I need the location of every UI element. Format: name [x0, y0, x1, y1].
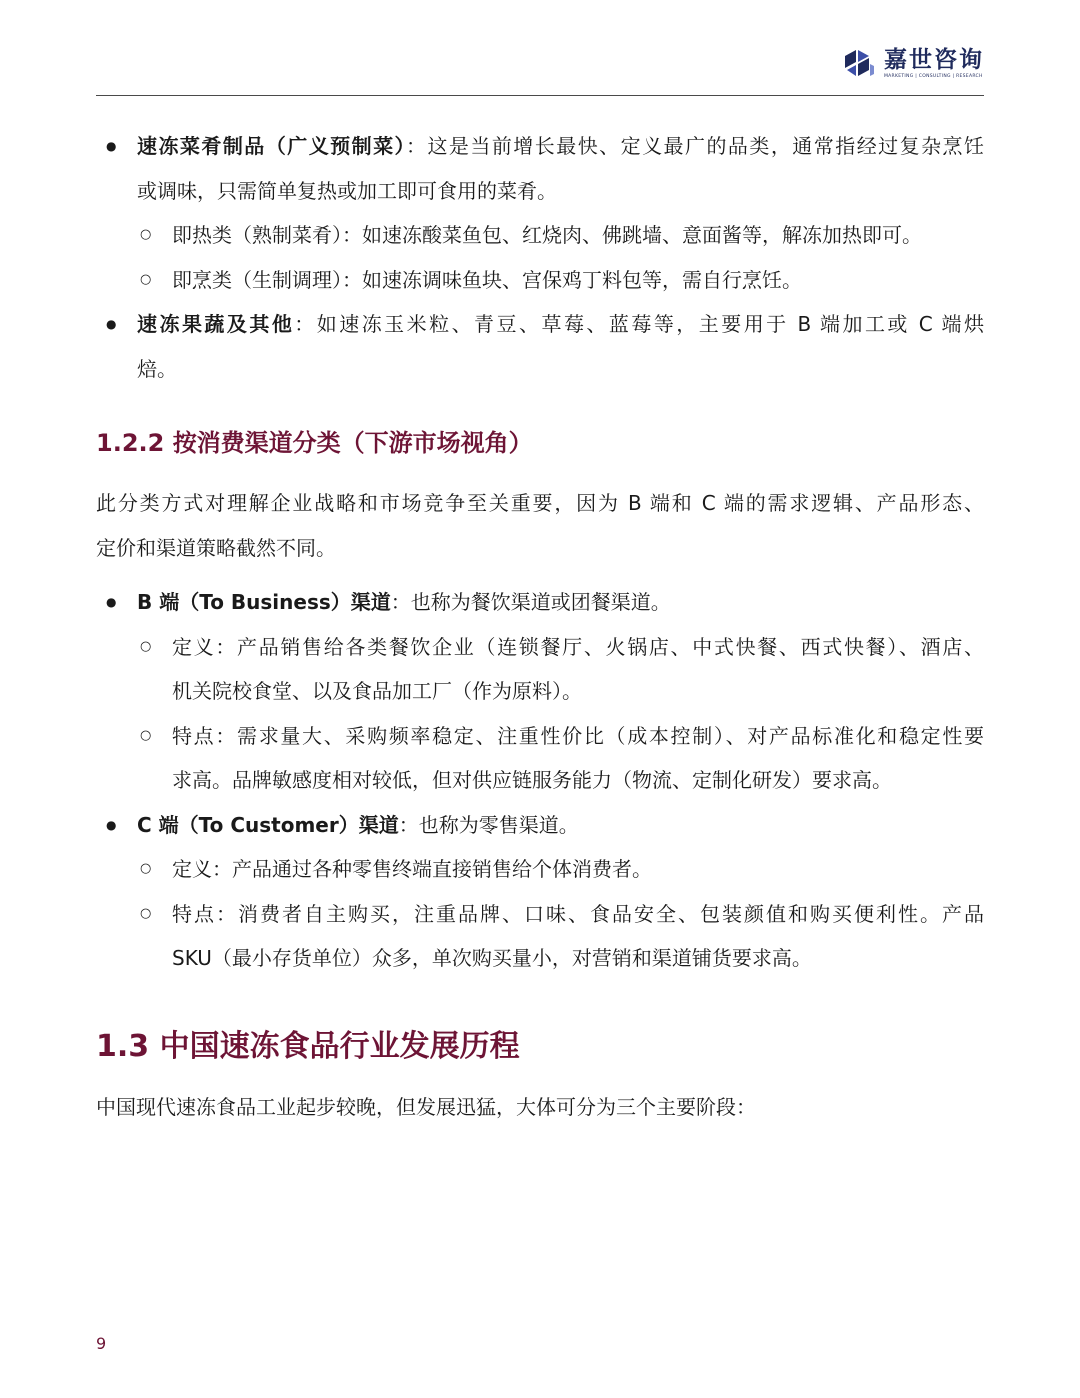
item-text: ：这是当前增长最快、定义最广的品类，通常指经过复杂烹饪 — [406, 134, 984, 158]
list-item — [96, 124, 984, 169]
item-title: C 端（To Customer）渠道 — [137, 812, 399, 837]
list-item-continuation: 或调味，只需简单复热或加工即可食用的菜肴。 — [137, 178, 557, 203]
hollow-bullet-icon: ○ — [140, 727, 152, 743]
bullet-icon: ● — [106, 139, 117, 153]
hollow-bullet-icon: ○ — [140, 861, 152, 876]
hollow-bullet-icon: ○ — [140, 905, 152, 921]
bullet-icon: ● — [106, 817, 117, 832]
sub-item-text: 即热类（熟制菜肴）：如速冻酸菜鱼包、红烧肉、佛跳墙、意面酱等，解冻加热即可。 — [172, 223, 922, 247]
sub-item-text: 特点：需求量大、采购频率稳定、注重性价比（成本控制）、对产品标准化和稳定性要 — [172, 723, 984, 748]
sub-item-text: 定义：产品销售给各类餐饮企业（连锁餐厅、火锅店、中式快餐、西式快餐）、酒店、 — [172, 634, 984, 659]
section-heading-1-3: 1.3 中国速冻食品行业发展历程 — [96, 1028, 520, 1064]
hollow-bullet-icon: ○ — [140, 227, 152, 242]
item-title: 速冻果蔬及其他 — [137, 312, 295, 336]
bullet-icon: ● — [106, 595, 117, 609]
list-item — [96, 580, 984, 625]
item-title: B 端（To Business）渠道 — [137, 590, 391, 614]
bullet-icon: ● — [106, 317, 117, 331]
paragraph-line: 此分类方式对理解企业战略和市场竞争至关重要，因为 B 端和 C 端的需求逻辑、产品形态、 — [96, 491, 984, 515]
header-divider — [96, 95, 984, 96]
hollow-bullet-icon: ○ — [140, 638, 152, 654]
sub-list-item-continuation: 机关院校食堂、以及食品加工厂（作为原料）。 — [172, 679, 582, 703]
item-text: ：也称为餐饮渠道或团餐渠道。 — [390, 590, 671, 614]
sub-list-item — [96, 625, 984, 670]
sub-list-item-continuation: 求高。品牌敏感度相对较低，但对供应链服务能力（物流、定制化研发）要求高。 — [172, 768, 892, 792]
paragraph-line: 定价和渠道策略截然不同。 — [96, 535, 336, 560]
hollow-bullet-icon: ○ — [140, 271, 152, 287]
sub-item-text: 特点：消费者自主购买，注重品牌、口味、食品安全、包装颜值和购买便利性。产品 — [172, 901, 984, 926]
company-logo-icon — [842, 46, 876, 80]
sub-list-item — [96, 892, 984, 937]
item-text: ：也称为零售渠道。 — [398, 812, 579, 837]
sub-list-item-continuation: SKU（最小存货单位）众多，单次购买量小，对营销和渠道铺货要求高。 — [172, 946, 812, 970]
sub-list-item — [96, 847, 984, 892]
sub-list-item — [96, 714, 984, 759]
sub-item-text: 即烹类（生制调理）：如速冻调味鱼块、宫保鸡丁料包等，需自行烹饪。 — [172, 267, 802, 292]
item-text: ：如速冻玉米粒、青豆、草莓、蓝莓等，主要用于 B 端加工或 C 端烘 — [294, 312, 984, 336]
page-number: 9 — [96, 1334, 107, 1353]
sub-item-text: 定义：产品通过各种零售终端直接销售给个体消费者。 — [172, 857, 652, 881]
logo-tagline: MARKETING | CONSULTING | RESEARCH — [884, 73, 983, 79]
sub-list-item — [96, 258, 984, 303]
page-content — [96, 124, 984, 1129]
list-item — [96, 302, 984, 347]
item-title: 速冻菜肴制品（广义预制菜） — [137, 134, 406, 158]
header-logo — [842, 46, 984, 80]
paragraph-line: 中国现代速冻食品工业起步较晚，但发展迅猛，大体可分为三个主要阶段： — [96, 1094, 756, 1119]
section-heading-1-2-2: 1.2.2 按消费渠道分类（下游市场视角） — [96, 429, 533, 457]
list-item — [96, 803, 984, 848]
list-item-continuation: 焙。 — [137, 356, 177, 381]
logo-name: 嘉世咨询 — [884, 46, 984, 73]
sub-list-item — [96, 213, 984, 258]
